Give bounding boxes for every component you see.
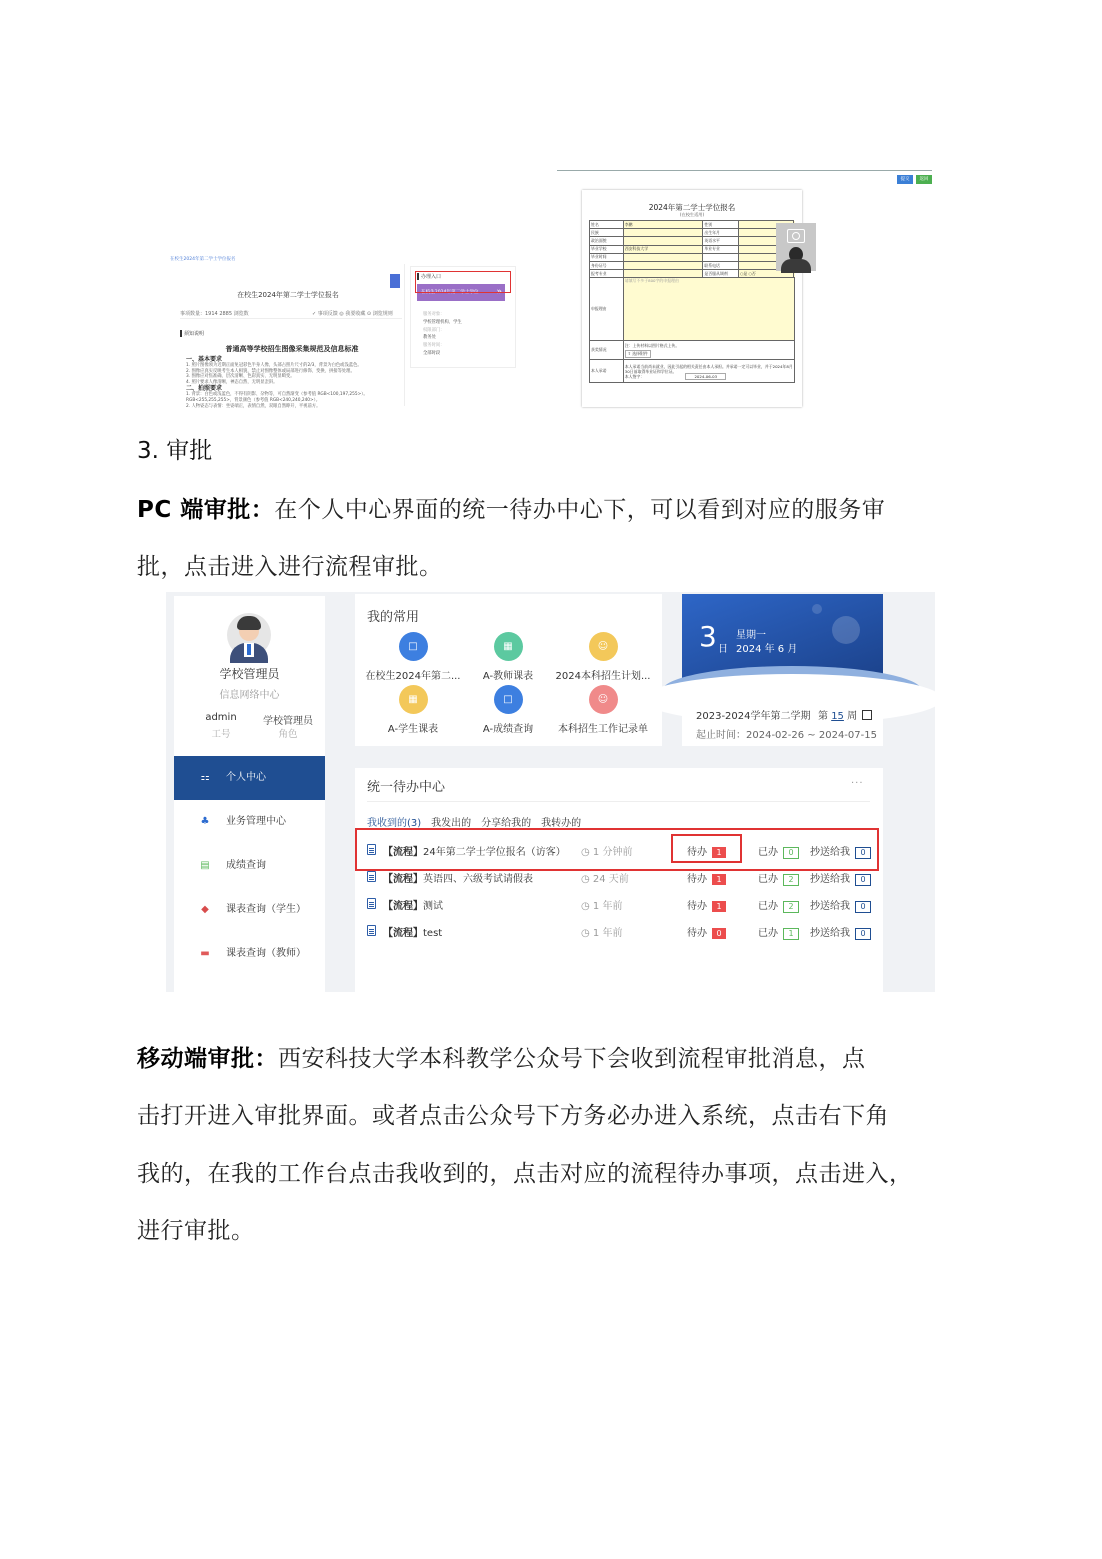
favorite-glyph: ☺ — [597, 641, 609, 652]
favorite-icon — [589, 632, 618, 661]
body-line: RGB<255,255,255>，背景颜色（参考值 RGB<240,240,240>）。 — [186, 397, 321, 403]
year-month: 2024 年 6 月 — [736, 644, 798, 655]
user-id-label: 工号 — [211, 729, 231, 740]
favorite-item[interactable] — [553, 685, 653, 735]
user-role-value: 学校管理员 — [263, 716, 313, 727]
form-field[interactable]: 西安科技大学 — [623, 245, 703, 253]
info-label: 服务对象： — [423, 312, 445, 317]
service-document — [172, 264, 405, 409]
todo-name: 测试 — [423, 901, 443, 912]
cc-label: 抄送给我 — [810, 847, 850, 858]
menu-icon: ♣ — [200, 816, 210, 827]
info-value: 全部时段 — [423, 350, 441, 356]
info-label: 服务时间： — [423, 343, 445, 349]
favorite-label: A-教师课表 — [482, 671, 534, 682]
form-label: 毕业时间 — [590, 253, 624, 261]
form-label: 出生年月 — [703, 229, 739, 237]
paragraph-mobile-line3: 我的，在我的工作台点击我收到的，点击对应的流程待办事项，点击进入， — [137, 1161, 913, 1187]
pending-badge: 1 — [712, 874, 726, 885]
form-field[interactable] — [623, 253, 703, 261]
avatar[interactable] — [227, 613, 271, 657]
todo-time: ◷ 24 天前 — [581, 874, 629, 885]
service-meta: 事项数量：1914 2885 浏览数 — [180, 311, 249, 317]
paragraph-mobile-line2: 击打开进入审批界面。或者点击公众号下方务必办进入系统，点击右下角 — [137, 1103, 889, 1129]
promise-cell — [623, 360, 794, 383]
sidebar-item[interactable] — [174, 932, 325, 976]
pending-badge: 1 — [712, 847, 726, 858]
todo-row[interactable] — [367, 917, 872, 944]
pc-text: 在个人中心界面的统一待办中心下，可以看到对应的服务审 — [274, 497, 886, 523]
favorites-card — [355, 594, 662, 746]
bookmark-icon[interactable] — [390, 274, 400, 288]
pending-count[interactable] — [687, 870, 726, 885]
todo-title: 统一待办中心 — [367, 780, 446, 795]
paragraph-pc — [137, 491, 885, 524]
todo-title[interactable] — [383, 924, 442, 939]
highlight-row-box — [355, 828, 879, 871]
todo-time: ◷ 1 分钟前 — [581, 847, 633, 858]
form-label: 毕业学校 — [590, 245, 624, 253]
screenshot-application-form — [557, 170, 932, 407]
favorite-item[interactable] — [458, 685, 558, 735]
body-line: 3. 图像应对焦准确、层次清晰、色彩真实、无明显畸变。 — [186, 374, 295, 380]
user-name: 学校管理员 — [219, 667, 280, 681]
screenshot-dashboard — [166, 592, 935, 992]
pending-badge: 1 — [712, 901, 726, 912]
done-badge: 1 — [783, 928, 799, 940]
favorite-glyph: ☺ — [597, 694, 609, 705]
todo-card — [355, 768, 883, 992]
done-badge: 2 — [783, 874, 799, 886]
form-field[interactable]: 李鹏 — [623, 221, 703, 229]
service-actions[interactable]: ✓ 事项反馈 ◎ 我要收藏 ⊙ 浏览规则 — [312, 311, 393, 317]
term-span: 起止时间：2024-02-26 ~ 2024-07-15 — [696, 730, 877, 741]
award-note: 注：上传材料以图片格式上传。 — [624, 342, 680, 348]
done-badge: 2 — [783, 901, 799, 913]
form-field[interactable]: ○是 ○否 — [738, 270, 793, 278]
highlight-pending-box — [671, 834, 742, 863]
todo-name: test — [423, 928, 443, 939]
todo-tag: 【流程】 — [383, 901, 423, 912]
done-label: 已办 — [758, 928, 778, 939]
submit-button[interactable]: 提交 — [897, 175, 913, 184]
info-label: 权限部门： — [423, 327, 445, 333]
sidebar-item[interactable] — [174, 888, 325, 932]
info-value: 教务处 — [423, 335, 436, 341]
paragraph-pc-line2: 批，点击进入进行流程审批。 — [137, 554, 443, 580]
section-heading-approval: 3. 审批 — [137, 438, 213, 464]
form-subtitle: (在校生适用) — [679, 212, 705, 217]
standard-title: 普通高等学校招生图像采集规范及信息标准 — [225, 345, 359, 353]
sidebar-item-label: 课表查询（学生） — [226, 904, 306, 915]
day-number: 3 — [699, 620, 717, 653]
mobile-label: 移动端审批： — [137, 1046, 278, 1072]
sidebar — [174, 596, 325, 992]
document-icon — [367, 871, 376, 882]
info-value: 学校管理机构、学生 — [423, 319, 462, 325]
sign-label: 本人签字： — [624, 373, 645, 379]
paragraph-mobile-line4: 进行审批。 — [137, 1218, 255, 1244]
form-label: 姓名 — [590, 221, 624, 229]
favorite-item[interactable] — [363, 685, 463, 735]
photo-upload[interactable] — [776, 223, 816, 271]
favorite-glyph: ▦ — [408, 694, 418, 705]
todo-tag: 【流程】 — [383, 847, 423, 858]
body-line: 2. 图像应真实反映考生本人相貌，禁止对图像整体或局部进行修饰、变换、拼接等处理。 — [186, 368, 355, 374]
service-title: 在校生2024年第二学士学位报名 — [237, 291, 339, 299]
user-role-label: 角色 — [278, 729, 298, 740]
todo-tag: 【流程】 — [383, 928, 423, 939]
document-icon — [367, 925, 376, 936]
favorite-item[interactable] — [363, 632, 463, 682]
menu-icon: ◆ — [201, 904, 209, 915]
back-button[interactable]: 返回 — [916, 175, 932, 184]
breadcrumb[interactable]: 在校生2024年第二学士学位报名 — [170, 257, 236, 262]
favorite-icon — [399, 632, 428, 661]
form-table — [589, 220, 795, 383]
favorite-label: A-学生课表 — [387, 724, 439, 735]
favorite-label: 在校生2024年第二... — [365, 671, 461, 682]
person-body — [781, 259, 811, 273]
todo-tab[interactable]: 我转办的 — [541, 818, 582, 829]
favorite-item[interactable] — [553, 632, 653, 682]
pending-count[interactable] — [687, 924, 726, 939]
body-heading: 二、拍照要求 — [186, 385, 223, 393]
cc-count[interactable] — [810, 870, 871, 886]
toolbar-line — [557, 170, 932, 171]
done-badge: 0 — [783, 847, 799, 859]
day-unit: 日 — [718, 644, 728, 655]
cc-badge: 0 — [855, 847, 871, 859]
date-card — [682, 594, 883, 746]
entry-panel-info — [423, 311, 462, 358]
todo-tab[interactable]: 我收到的(3) — [367, 818, 422, 829]
double-chevron-icon: » — [496, 287, 502, 297]
todo-name: 英语四、六级考试请假表 — [423, 874, 533, 885]
favorite-icon — [494, 685, 523, 714]
form-field[interactable] — [623, 270, 703, 278]
menu-icon: ▤ — [200, 860, 210, 871]
todo-tab[interactable]: 我发出的 — [431, 818, 472, 829]
form-label: 身份证号 — [590, 261, 624, 269]
todo-name: 24年第二学士学位报名（访客） — [423, 847, 566, 858]
cc-count[interactable] — [810, 924, 871, 940]
body-line: 1. 照片图像须为近期正面免冠彩色半身人像，头部占照片尺寸的2/3，背景为白色或浅蓝色。 — [186, 363, 362, 368]
todo-row[interactable] — [367, 890, 872, 917]
sidebar-item-label: 成绩查询 — [226, 860, 266, 871]
award-label: 获奖情况 — [590, 341, 624, 360]
form-label — [703, 253, 739, 261]
form-label: 报考专业 — [590, 270, 624, 278]
favorite-label: A-成绩查询 — [482, 724, 534, 735]
favorite-glyph: □ — [408, 641, 418, 652]
form-field[interactable] — [623, 237, 703, 245]
menu-icon: ⚏ — [200, 772, 210, 783]
cc-label: 抄送给我 — [810, 874, 850, 885]
todo-tabs — [367, 814, 591, 829]
week-label — [818, 707, 872, 722]
more-icon[interactable]: ··· — [851, 778, 864, 789]
form-label: 民族 — [590, 229, 624, 237]
menu-icon: ▬ — [200, 948, 210, 959]
cc-badge: 0 — [855, 901, 871, 913]
body-heading: 一、基本要求 — [186, 356, 223, 363]
cc-label: 抄送给我 — [810, 901, 850, 912]
pending-badge: 0 — [712, 928, 726, 939]
favorite-glyph: □ — [503, 694, 513, 705]
favorite-label: 本科招生工作记录单 — [558, 724, 648, 735]
form-paper — [582, 190, 802, 407]
reason-input[interactable]: 请填写不多于800字的申报理由 — [623, 278, 794, 341]
todo-time: ◷ 1 年前 — [581, 928, 623, 939]
done-count[interactable] — [758, 924, 799, 940]
pending-label: 待办 — [687, 901, 707, 912]
cc-count[interactable] — [810, 897, 871, 913]
pending-label: 待办 — [687, 874, 707, 885]
form-label: 政治面貌 — [590, 237, 624, 245]
divider — [367, 801, 870, 802]
section-heading: 须知说明 — [180, 330, 204, 337]
week-suffix: 周 — [847, 711, 858, 722]
body-line: 2. 人物姿态与表情：坐姿端正，表情自然，双眼自然睁开，平视前方。 — [186, 403, 321, 409]
term-label: 2023-2024学年第二学期 — [696, 711, 811, 722]
form-label: 英语水平 — [703, 237, 739, 245]
date-banner — [682, 594, 883, 692]
done-count[interactable] — [758, 897, 799, 913]
user-id-value: admin — [205, 712, 237, 723]
done-label: 已办 — [758, 874, 778, 885]
sidebar-item[interactable] — [174, 844, 325, 888]
upload-attachment-button[interactable]: ⇧ 选择附件 — [625, 350, 651, 358]
done-label: 已办 — [758, 847, 778, 858]
favorite-icon — [399, 685, 428, 714]
done-label: 已办 — [758, 901, 778, 912]
todo-tab[interactable]: 分享给我的 — [481, 818, 532, 829]
cc-badge: 0 — [855, 928, 871, 940]
form-field[interactable] — [623, 229, 703, 237]
promise-text: 本人承诺当前尚未就业，因此引起的相关责任由本人承担。并承诺一定可以毕业，并于2024年8月30日前取得毕业证和学位证。 — [624, 363, 793, 374]
mobile-text: 西安科技大学本科教学公众号下会收到流程审批消息，点 — [278, 1046, 866, 1072]
favorite-glyph: ▦ — [503, 641, 513, 652]
screenshot-service-detail — [170, 256, 528, 409]
favorite-icon — [494, 632, 523, 661]
entry-button-label: 在校生2024年第二学士学位... — [421, 290, 484, 295]
divider — [180, 318, 402, 319]
done-count[interactable] — [758, 870, 799, 886]
reason-label: 申报理由 — [590, 278, 624, 341]
sidebar-item-label: 个人中心 — [226, 772, 266, 783]
todo-title[interactable] — [383, 870, 533, 885]
favorite-icon — [589, 685, 618, 714]
week-prefix: 第 — [818, 711, 828, 722]
form-title: 2024年第二学士学位报名 — [648, 203, 736, 212]
form-field[interactable] — [623, 261, 703, 269]
todo-time: ◷ 1 年前 — [581, 901, 623, 912]
highlight-box — [415, 271, 511, 293]
sign-date-field[interactable]: 2024-06-03 — [685, 373, 726, 380]
form-label: 性别 — [703, 221, 739, 229]
paragraph-mobile — [137, 1040, 866, 1073]
todo-tag: 【流程】 — [383, 874, 423, 885]
form-label: 联系电话 — [703, 261, 739, 269]
document-icon — [367, 898, 376, 909]
favorites-title: 我的常用 — [367, 610, 420, 625]
sidebar-item[interactable] — [174, 800, 325, 844]
award-cell — [623, 341, 794, 360]
pending-label: 待办 — [687, 928, 707, 939]
pc-label: PC 端审批： — [137, 497, 275, 523]
weekday: 星期一 — [736, 630, 766, 641]
form-label: 毕业专业 — [703, 245, 739, 253]
cc-label: 抄送给我 — [810, 928, 850, 939]
sidebar-item-label: 业务管理中心 — [226, 816, 286, 827]
user-dept: 信息网络中心 — [219, 690, 280, 701]
sidebar-item[interactable] — [174, 756, 325, 800]
camera-icon — [787, 229, 805, 243]
entry-panel-heading: 办理入口 — [417, 273, 441, 280]
todo-title[interactable] — [383, 897, 443, 912]
promise-label: 本人承诺 — [590, 360, 624, 383]
pending-label: 待办 — [687, 847, 707, 858]
calendar-icon[interactable] — [862, 710, 872, 720]
favorite-label: 2024本科招生计划... — [555, 671, 651, 682]
favorite-item[interactable] — [458, 632, 558, 682]
form-label: 是否服从调剂 — [703, 270, 739, 278]
cc-badge: 0 — [855, 874, 871, 886]
body-line: 4. 照片要求人像清晰，神态自然，无明显歪斜。 — [186, 379, 278, 385]
sidebar-item-label: 课表查询（教师） — [226, 948, 306, 959]
pending-count[interactable] — [687, 897, 726, 912]
body-line: 1. 背景：白色或浅蓝色，不得有阴影、杂物等，可自然渐变（参考值 RGB<100,197,255>）。 — [186, 392, 368, 398]
standard-body — [186, 356, 404, 409]
week-number[interactable]: 15 — [831, 711, 844, 722]
